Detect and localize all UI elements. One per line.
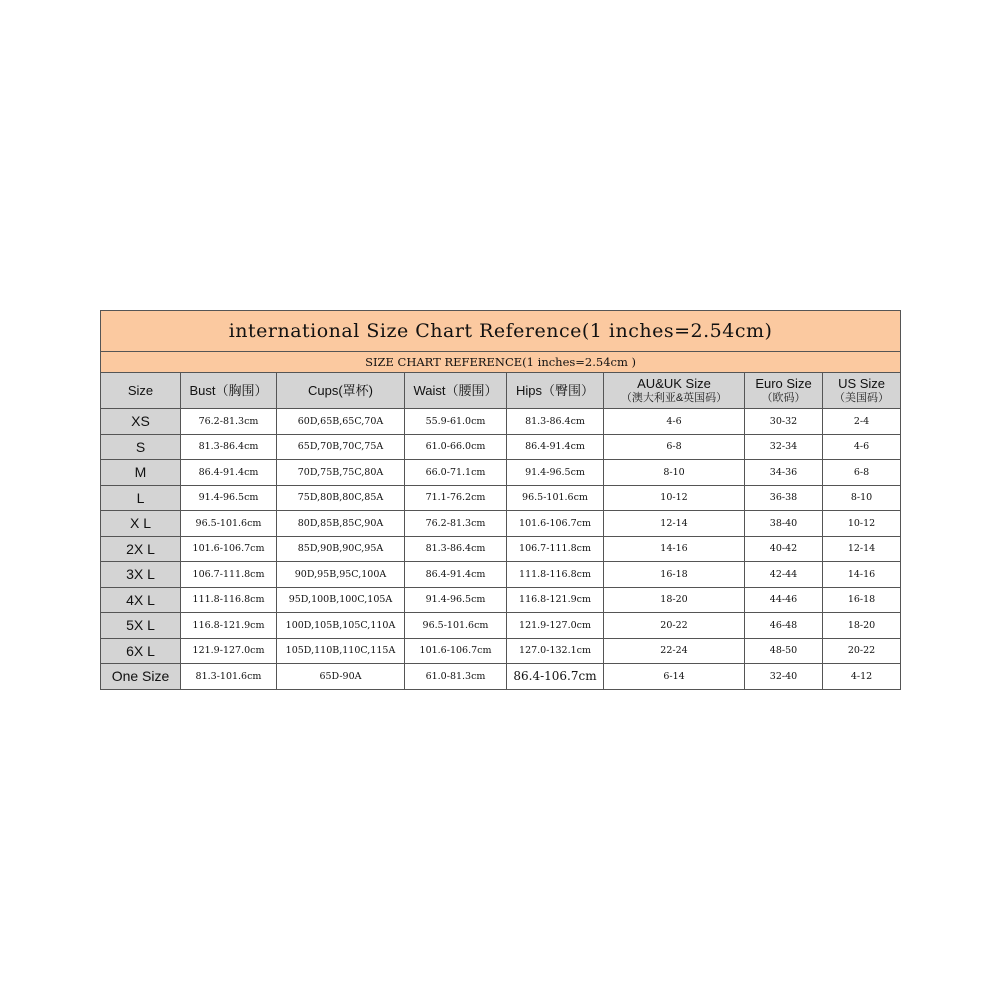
waist-cell: 86.4-91.4cm <box>405 562 507 588</box>
euro-cell: 44-46 <box>745 587 823 613</box>
header-sublabel: （澳大利亚&英国码） <box>620 391 728 404</box>
cups-cell: 85D,90B,90C,95A <box>277 536 405 562</box>
euro-cell: 46-48 <box>745 613 823 639</box>
au-uk-cell: 16-18 <box>604 562 745 588</box>
euro-cell: 34-36 <box>745 460 823 486</box>
cups-cell: 65D-90A <box>277 664 405 690</box>
cups-cell: 105D,110B,110C,115A <box>277 638 405 664</box>
size-cell: 2X L <box>101 536 181 562</box>
waist-cell: 76.2-81.3cm <box>405 511 507 537</box>
table-row <box>101 587 901 613</box>
us-cell: 6-8 <box>823 460 901 486</box>
header-label: US Size <box>838 375 886 391</box>
size-cell: S <box>101 434 181 460</box>
cups-cell: 75D,80B,80C,85A <box>277 485 405 511</box>
au-uk-cell: 8-10 <box>604 460 745 486</box>
bust-cell: 121.9-127.0cm <box>181 638 277 664</box>
hips-cell: 96.5-101.6cm <box>507 485 604 511</box>
table-row <box>101 613 901 639</box>
bust-cell: 91.4-96.5cm <box>181 485 277 511</box>
hips-cell: 106.7-111.8cm <box>507 536 604 562</box>
cups-cell: 60D,65B,65C,70A <box>277 409 405 435</box>
hips-cell: 86.4-91.4cm <box>507 434 604 460</box>
table-row <box>101 536 901 562</box>
au-uk-cell: 20-22 <box>604 613 745 639</box>
us-cell: 18-20 <box>823 613 901 639</box>
table-row <box>101 485 901 511</box>
us-cell: 14-16 <box>823 562 901 588</box>
waist-cell: 96.5-101.6cm <box>405 613 507 639</box>
header-row <box>101 373 901 409</box>
waist-cell: 66.0-71.1cm <box>405 460 507 486</box>
size-chart-table <box>100 310 901 690</box>
size-cell: 3X L <box>101 562 181 588</box>
euro-cell: 30-32 <box>745 409 823 435</box>
waist-cell: 91.4-96.5cm <box>405 587 507 613</box>
size-cell: XS <box>101 409 181 435</box>
header-label: Hips（臀围） <box>515 383 594 398</box>
header-size <box>101 373 181 409</box>
euro-cell: 36-38 <box>745 485 823 511</box>
size-cell: M <box>101 460 181 486</box>
au-uk-cell: 10-12 <box>604 485 745 511</box>
header-label: Bust（胸围） <box>189 383 268 398</box>
table-row <box>101 409 901 435</box>
us-cell: 16-18 <box>823 587 901 613</box>
us-cell: 12-14 <box>823 536 901 562</box>
au-uk-cell: 12-14 <box>604 511 745 537</box>
au-uk-cell: 4-6 <box>604 409 745 435</box>
bust-cell: 96.5-101.6cm <box>181 511 277 537</box>
header-bust <box>181 373 277 409</box>
au-uk-cell: 22-24 <box>604 638 745 664</box>
us-cell: 4-12 <box>823 664 901 690</box>
waist-cell: 55.9-61.0cm <box>405 409 507 435</box>
waist-cell: 71.1-76.2cm <box>405 485 507 511</box>
size-cell: 4X L <box>101 587 181 613</box>
header-waist <box>405 373 507 409</box>
bust-cell: 116.8-121.9cm <box>181 613 277 639</box>
waist-cell: 61.0-66.0cm <box>405 434 507 460</box>
euro-cell: 42-44 <box>745 562 823 588</box>
header-label: AU&UK Size <box>637 375 711 391</box>
waist-cell: 81.3-86.4cm <box>405 536 507 562</box>
cups-cell: 100D,105B,105C,110A <box>277 613 405 639</box>
bust-cell: 76.2-81.3cm <box>181 409 277 435</box>
au-uk-cell: 18-20 <box>604 587 745 613</box>
table-row <box>101 460 901 486</box>
euro-cell: 32-40 <box>745 664 823 690</box>
cups-cell: 65D,70B,70C,75A <box>277 434 405 460</box>
table-row <box>101 511 901 537</box>
bust-cell: 81.3-86.4cm <box>181 434 277 460</box>
euro-cell: 40-42 <box>745 536 823 562</box>
au-uk-cell: 14-16 <box>604 536 745 562</box>
us-cell: 4-6 <box>823 434 901 460</box>
us-cell: 20-22 <box>823 638 901 664</box>
cups-cell: 70D,75B,75C,80A <box>277 460 405 486</box>
euro-cell: 38-40 <box>745 511 823 537</box>
bust-cell: 86.4-91.4cm <box>181 460 277 486</box>
euro-cell: 48-50 <box>745 638 823 664</box>
size-cell: X L <box>101 511 181 537</box>
waist-cell: 61.0-81.3cm <box>405 664 507 690</box>
us-cell: 8-10 <box>823 485 901 511</box>
header-sublabel: （美国码） <box>834 391 890 404</box>
header-label: Size <box>127 383 154 398</box>
au-uk-cell: 6-14 <box>604 664 745 690</box>
hips-cell: 91.4-96.5cm <box>507 460 604 486</box>
header-label: Waist（腰围） <box>413 383 498 398</box>
bust-cell: 81.3-101.6cm <box>181 664 277 690</box>
table-row <box>101 562 901 588</box>
header-cups <box>277 373 405 409</box>
header-us-size <box>823 373 901 409</box>
header-label: Cups(罩杯) <box>307 383 373 398</box>
table-row <box>101 664 901 690</box>
header-label: Euro Size <box>755 375 812 391</box>
au-uk-cell: 6-8 <box>604 434 745 460</box>
bust-cell: 111.8-116.8cm <box>181 587 277 613</box>
euro-cell: 32-34 <box>745 434 823 460</box>
us-cell: 10-12 <box>823 511 901 537</box>
bust-cell: 106.7-111.8cm <box>181 562 277 588</box>
cups-cell: 80D,85B,85C,90A <box>277 511 405 537</box>
hips-cell: 121.9-127.0cm <box>507 613 604 639</box>
size-cell: One Size <box>101 664 181 690</box>
hips-cell: 86.4-106.7cm <box>507 664 604 690</box>
hips-cell: 81.3-86.4cm <box>507 409 604 435</box>
header-sublabel: （欧码） <box>761 391 806 404</box>
us-cell: 2-4 <box>823 409 901 435</box>
size-cell: L <box>101 485 181 511</box>
waist-cell: 101.6-106.7cm <box>405 638 507 664</box>
header-euro-size <box>745 373 823 409</box>
hips-cell: 111.8-116.8cm <box>507 562 604 588</box>
cups-cell: 90D,95B,95C,100A <box>277 562 405 588</box>
size-cell: 6X L <box>101 638 181 664</box>
chart-subtitle: SIZE CHART REFERENCE(1 inches=2.54cm ) <box>101 352 901 373</box>
bust-cell: 101.6-106.7cm <box>181 536 277 562</box>
table-row <box>101 638 901 664</box>
hips-cell: 101.6-106.7cm <box>507 511 604 537</box>
hips-cell: 116.8-121.9cm <box>507 587 604 613</box>
table-row <box>101 434 901 460</box>
header-au-uk-size <box>604 373 745 409</box>
hips-cell: 127.0-132.1cm <box>507 638 604 664</box>
size-rows <box>101 409 901 690</box>
size-cell: 5X L <box>101 613 181 639</box>
header-hips <box>507 373 604 409</box>
chart-title: international Size Chart Reference(1 inches=2.54cm) <box>101 311 901 352</box>
cups-cell: 95D,100B,100C,105A <box>277 587 405 613</box>
